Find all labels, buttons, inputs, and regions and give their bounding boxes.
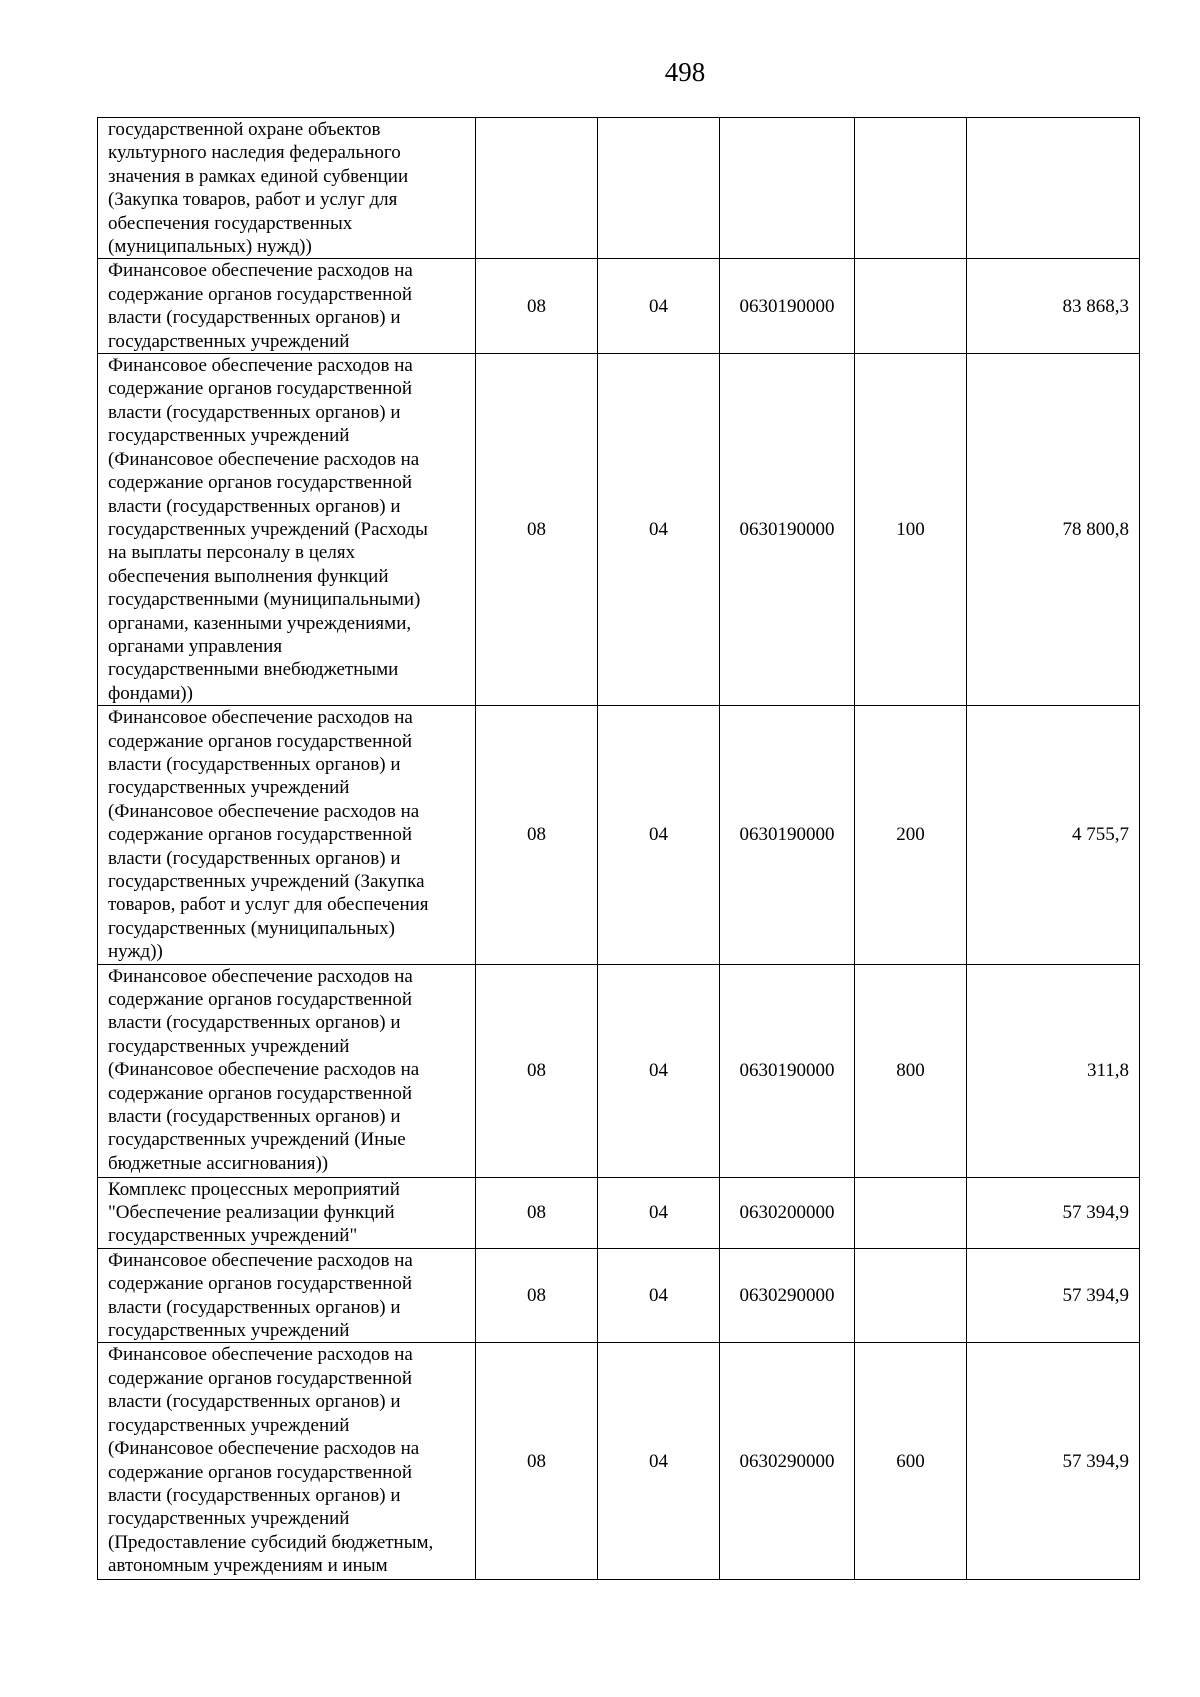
row-name-cell: Финансовое обеспечение расходов на содержание органов государственной власти (государственных органов) и государственных учреждений bbox=[98, 259, 476, 354]
expense-type-cell bbox=[855, 1177, 967, 1248]
row-name-cell: Финансовое обеспечение расходов на содержание органов государственной власти (государственных органов) и государственных учреждений (Финансовое обеспечение расходов на содержание органов государственной власти (государственных органов) и государственных учреждений (Расходы на выплаты персоналу в целях обеспечения выполнения функций государственными (муниципальными) органами, казенными учреждениями, органами управления государственными внебюджетными фондами)) bbox=[98, 354, 476, 706]
expense-type-cell bbox=[855, 1248, 967, 1343]
subsection-cell: 04 bbox=[598, 964, 720, 1177]
table-row bbox=[98, 1248, 1140, 1343]
row-name-cell: Комплекс процессных мероприятий "Обеспечение реализации функций государственных учреждений" bbox=[98, 1177, 476, 1248]
table-row bbox=[98, 964, 1140, 1177]
section-cell bbox=[476, 118, 598, 259]
table-row bbox=[98, 118, 1140, 259]
row-name-cell: Финансовое обеспечение расходов на содержание органов государственной власти (государственных органов) и государственных учреждений bbox=[98, 1248, 476, 1343]
target-article-cell: 0630290000 bbox=[720, 1343, 855, 1580]
section-cell: 08 bbox=[476, 1248, 598, 1343]
amount-cell: 311,8 bbox=[967, 964, 1140, 1177]
target-article-cell: 0630190000 bbox=[720, 964, 855, 1177]
amount-cell: 4 755,7 bbox=[967, 706, 1140, 964]
expense-type-cell: 200 bbox=[855, 706, 967, 964]
section-cell: 08 bbox=[476, 706, 598, 964]
amount-cell: 83 868,3 bbox=[967, 259, 1140, 354]
section-cell: 08 bbox=[476, 1177, 598, 1248]
subsection-cell: 04 bbox=[598, 1343, 720, 1580]
expense-type-cell: 100 bbox=[855, 354, 967, 706]
table-row bbox=[98, 1343, 1140, 1580]
expense-type-cell bbox=[855, 118, 967, 259]
budget-table bbox=[97, 117, 1140, 1580]
subsection-cell bbox=[598, 118, 720, 259]
table-row bbox=[98, 354, 1140, 706]
amount-cell: 78 800,8 bbox=[967, 354, 1140, 706]
amount-cell: 57 394,9 bbox=[967, 1248, 1140, 1343]
section-cell: 08 bbox=[476, 1343, 598, 1580]
target-article-cell: 0630200000 bbox=[720, 1177, 855, 1248]
section-cell: 08 bbox=[476, 354, 598, 706]
row-name-cell: Финансовое обеспечение расходов на содержание органов государственной власти (государственных органов) и государственных учреждений (Финансовое обеспечение расходов на содержание органов государственной власти (государственных органов) и государственных учреждений (Предоставление субсидий бюджетным, автономным учреждениям и иным bbox=[98, 1343, 476, 1580]
subsection-cell: 04 bbox=[598, 706, 720, 964]
subsection-cell: 04 bbox=[598, 1177, 720, 1248]
expense-type-cell bbox=[855, 259, 967, 354]
target-article-cell bbox=[720, 118, 855, 259]
section-cell: 08 bbox=[476, 259, 598, 354]
section-cell: 08 bbox=[476, 964, 598, 1177]
target-article-cell: 0630190000 bbox=[720, 706, 855, 964]
subsection-cell: 04 bbox=[598, 259, 720, 354]
row-name-cell: Финансовое обеспечение расходов на содержание органов государственной власти (государственных органов) и государственных учреждений (Финансовое обеспечение расходов на содержание органов государственной власти (государственных органов) и государственных учреждений (Иные бюджетные ассигнования)) bbox=[98, 964, 476, 1177]
target-article-cell: 0630190000 bbox=[720, 259, 855, 354]
subsection-cell: 04 bbox=[598, 1248, 720, 1343]
amount-cell: 57 394,9 bbox=[967, 1177, 1140, 1248]
target-article-cell: 0630190000 bbox=[720, 354, 855, 706]
table-row bbox=[98, 706, 1140, 964]
expense-type-cell: 600 bbox=[855, 1343, 967, 1580]
page-number: 498 bbox=[664, 57, 706, 87]
expense-type-cell: 800 bbox=[855, 964, 967, 1177]
table-row bbox=[98, 1177, 1140, 1248]
subsection-cell: 04 bbox=[598, 354, 720, 706]
row-name-cell: Финансовое обеспечение расходов на содержание органов государственной власти (государственных органов) и государственных учреждений (Финансовое обеспечение расходов на содержание органов государственной власти (государственных органов) и государственных учреждений (Закупка товаров, работ и услуг для обеспечения государственных (муниципальных) нужд)) bbox=[98, 706, 476, 964]
table-row bbox=[98, 259, 1140, 354]
target-article-cell: 0630290000 bbox=[720, 1248, 855, 1343]
amount-cell bbox=[967, 118, 1140, 259]
row-name-cell: государственной охране объектов культурного наследия федерального значения в рамках единой субвенции (Закупка товаров, работ и услуг для обеспечения государственных (муниципальных) нужд)) bbox=[98, 118, 476, 259]
amount-cell: 57 394,9 bbox=[967, 1343, 1140, 1580]
